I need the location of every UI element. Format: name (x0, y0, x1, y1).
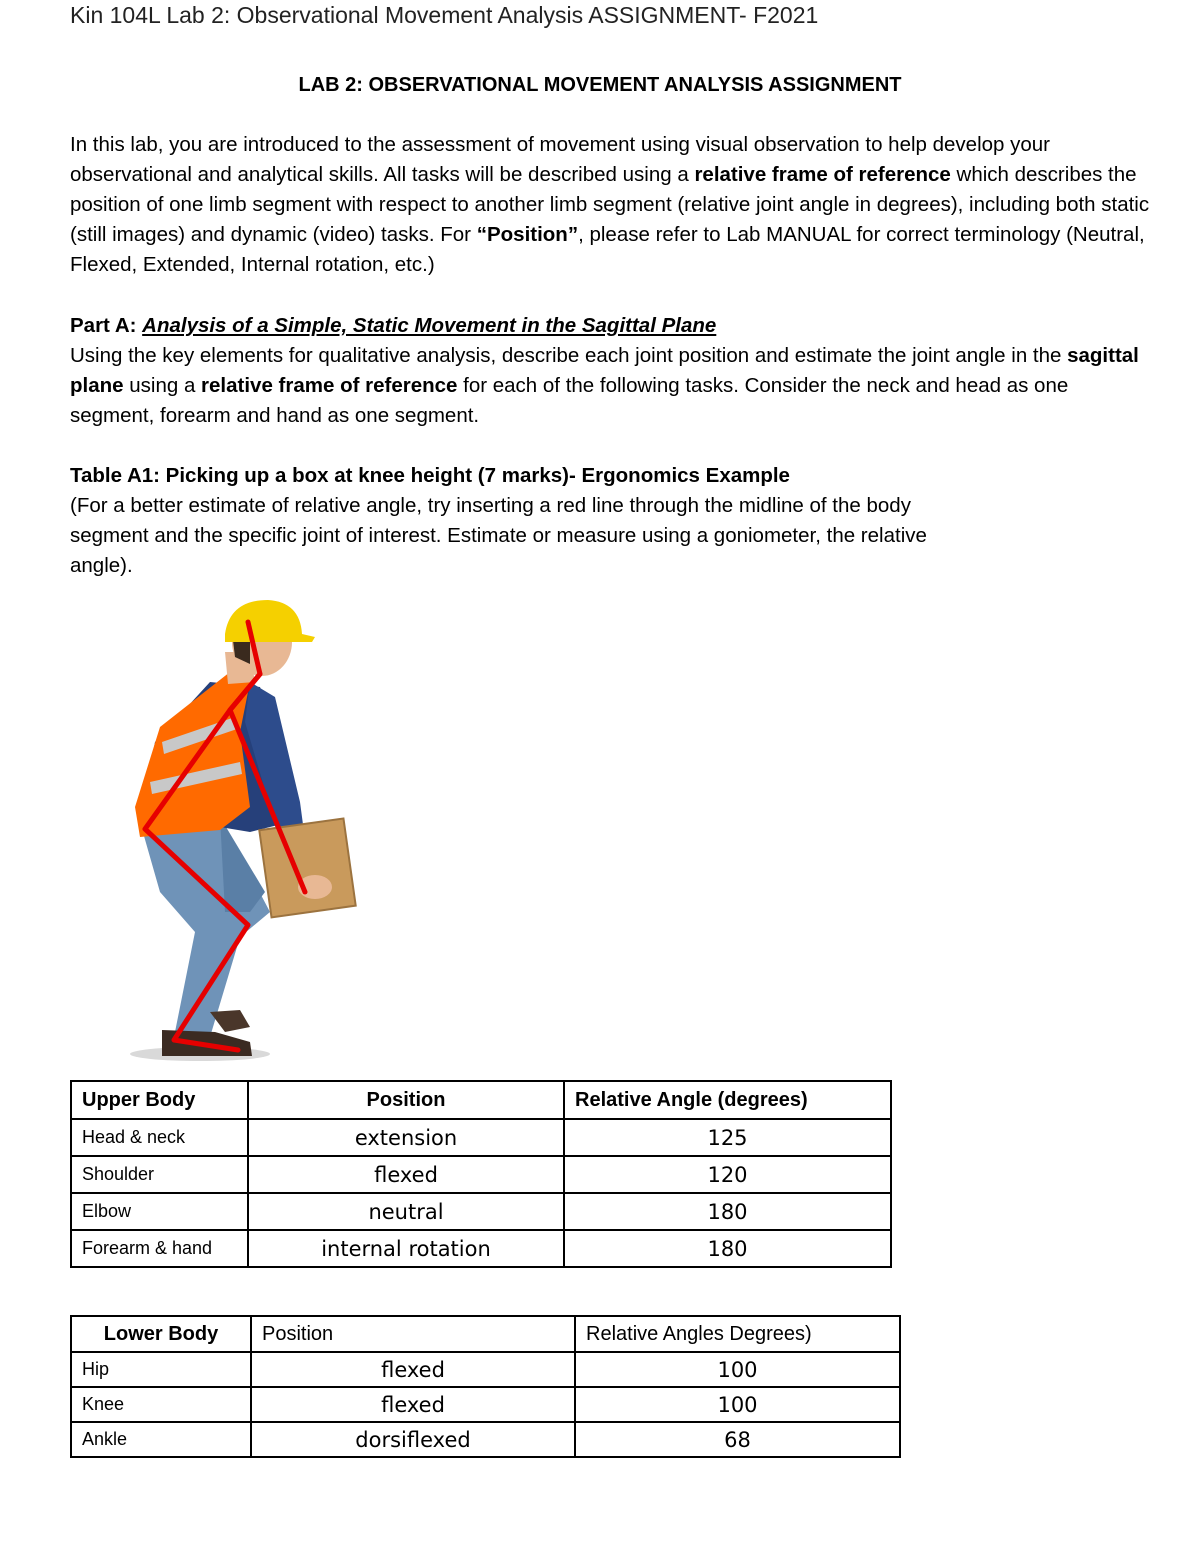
angle-cell: 180 (564, 1230, 891, 1267)
worker-lifting-box-figure (100, 592, 430, 1067)
column-header: Lower Body (71, 1316, 251, 1352)
page-title: LAB 2: OBSERVATIONAL MOVEMENT ANALYSIS ASSIGNMENT (298, 74, 902, 96)
position-cell: flexed (248, 1156, 564, 1193)
column-header: Position (251, 1316, 575, 1352)
table-a1-note: (For a better estimate of relative angle, try inserting a red line through the midline of the body segment and the specific joint of interest. Estimate or measure using a goniometer, the relative angle). (70, 494, 927, 577)
position-cell: dorsiflexed (251, 1422, 575, 1457)
angle-cell: 100 (575, 1352, 900, 1387)
position-cell: internal rotation (248, 1230, 564, 1267)
column-header: Upper Body (71, 1081, 248, 1119)
position-cell: flexed (251, 1387, 575, 1422)
row-label: Shoulder (71, 1156, 248, 1193)
part-a-section (70, 311, 1150, 431)
cardboard-box (259, 818, 355, 917)
column-header: Position (248, 1081, 564, 1119)
position-cell: extension (248, 1119, 564, 1156)
table-header-row (71, 1316, 900, 1352)
table-row (71, 1119, 891, 1156)
row-label: Head & neck (71, 1119, 248, 1156)
hard-hat (225, 600, 315, 642)
part-a-subtitle: Analysis of a Simple, Static Movement in the Sagittal Plane (142, 314, 717, 337)
table-header-row (71, 1081, 891, 1119)
row-label: Forearm & hand (71, 1230, 248, 1267)
column-header: Relative Angles Degrees) (575, 1316, 900, 1352)
upper-body-table (70, 1080, 892, 1268)
table-a1-section (70, 461, 990, 581)
table-a1-heading: Table A1: Picking up a box at knee height (7 marks)- Ergonomics Example (70, 464, 790, 487)
position-cell: neutral (248, 1193, 564, 1230)
table-row (71, 1387, 900, 1422)
part-a-heading: Part A: Analysis of a Simple, Static Movement in the Sagittal Plane (70, 314, 717, 337)
intro-paragraph: In this lab, you are introduced to the assessment of movement using visual observation to help develop your observational and analytical skills. All tasks will be described using a relative frame of reference which describes the position of one limb segment with respect to another limb segment (relative joint angle in degrees), including both static (still images) and dynamic (video) tasks. For “Position”, please refer to Lab MANUAL for correct terminology (Neutral, Flexed, Extended, Internal rotation, etc.) (70, 133, 1150, 276)
row-label: Knee (71, 1387, 251, 1422)
row-label: Elbow (71, 1193, 248, 1230)
angle-cell: 68 (575, 1422, 900, 1457)
jeans (140, 817, 270, 1037)
angle-cell: 100 (575, 1387, 900, 1422)
table-row (71, 1230, 891, 1267)
part-a-instructions: Using the key elements for qualitative analysis, describe each joint position and estimate the joint angle in the sagittal plane using a relative frame of reference for each of the following tasks. Consider the neck and head as one segment, forearm and hand as one segment. (70, 344, 1139, 427)
row-label: Hip (71, 1352, 251, 1387)
table-row (71, 1352, 900, 1387)
table-row (71, 1156, 891, 1193)
table-row (71, 1193, 891, 1230)
lower-body-table (70, 1315, 901, 1458)
angle-cell: 120 (564, 1156, 891, 1193)
column-header: Relative Angle (degrees) (564, 1081, 891, 1119)
position-cell: flexed (251, 1352, 575, 1387)
row-label: Ankle (71, 1422, 251, 1457)
angle-cell: 180 (564, 1193, 891, 1230)
safety-vest (135, 672, 250, 837)
table-row (71, 1422, 900, 1457)
document-header: Kin 104L Lab 2: Observational Movement Analysis ASSIGNMENT- F2021 (70, 2, 819, 28)
angle-cell: 125 (564, 1119, 891, 1156)
